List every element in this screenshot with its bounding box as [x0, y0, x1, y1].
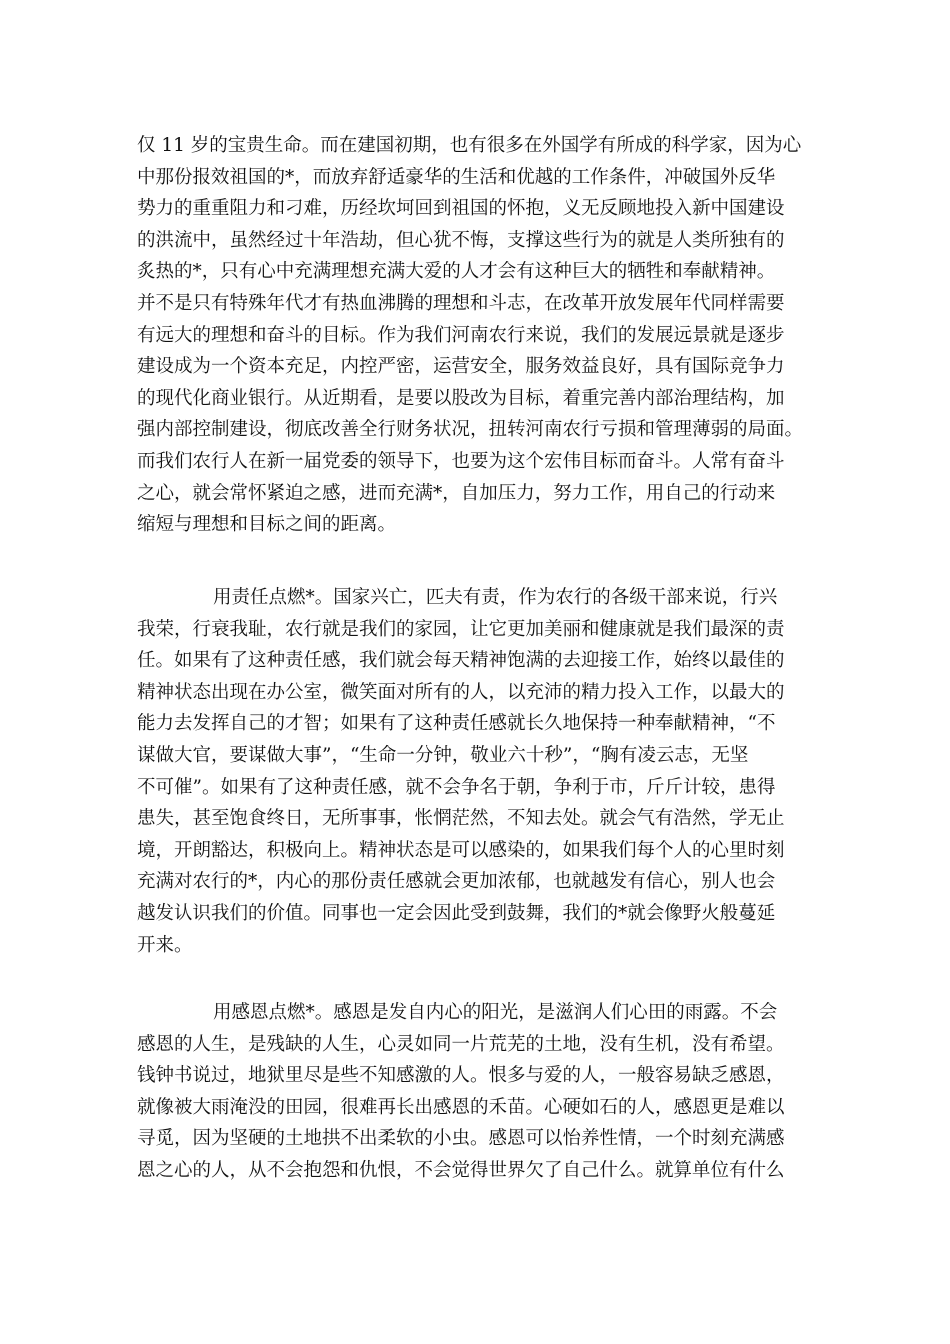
text-line: 寻觅，因为坚硬的土地拱不出柔软的小虫。感恩可以怡养性情，一个时刻充满感 [137, 1128, 785, 1150]
text-line-first: 用感恩点燃*。感恩是发自内心的阳光，是滋润人们心田的雨露。不会 [213, 1002, 778, 1023]
text-line: 不可催”。如果有了这种责任感，就不会争名于朝，争利于市，斤斤计较，患得 [137, 776, 776, 798]
text-line: 强内部控制建设，彻底改善全行财务状况，扭转河南农行亏损和管理薄弱的局面。 [137, 419, 804, 441]
text-line: 充满对农行的*，内心的那份责任感就会更加浓郁，也就越发有信心，别人也会 [137, 871, 776, 893]
text-line: 中那份报效祖国的*，而放弃舒适豪华的生活和优越的工作条件，冲破国外反华 [137, 166, 776, 188]
text-line: 谋做大官，要谋做大事”，“生命一分钟，敬业六十秒”，“胸有凌云志，无坚 [137, 744, 749, 766]
text-line: 炙热的*，只有心中充满理想充满大爱的人才会有这种巨大的牺牲和奉献精神。 [137, 261, 776, 283]
text-line: 之心，就会常怀紧迫之感，进而充满*，自加压力，努力工作，用自己的行动来 [137, 482, 776, 504]
paragraph-responsibility [137, 582, 827, 961]
text-line: 的洪流中，虽然经过十年浩劫，但心犹不悔，支撑这些行为的就是人类所独有的 [137, 229, 785, 251]
text-line-first: 用责任点燃*。国家兴亡，匹夫有责，作为农行的各级干部来说，行兴 [213, 587, 778, 608]
text-line: 开来。 [137, 934, 193, 956]
text-line: 就像被大雨淹没的田园，很难再长出感恩的禾苗。心硬如石的人，感恩更是难以 [137, 1096, 785, 1118]
text-line: 仅 11 岁的宝贵生命。而在建国初期，也有很多在外国学有所成的科学家，因为心 [137, 135, 802, 156]
text-line: 势力的重重阻力和刁难，历经坎坷回到祖国的怀抱，义无反顾地投入新中国建设 [137, 198, 785, 220]
text-line: 任。如果有了这种责任感，我们就会每天精神饱满的去迎接工作，始终以最佳的 [137, 650, 785, 672]
text-line: 感恩的人生，是残缺的人生，心灵如同一片荒芜的土地，没有生机，没有希望。 [137, 1033, 785, 1055]
text-line: 患失，甚至饱食终日，无所事事，怅惘茫然，不知去处。就会气有浩然，学无止 [137, 808, 785, 830]
text-line: 恩之心的人，从不会抱怨和仇恨，不会觉得世界欠了自己什么。就算单位有什么 [137, 1159, 785, 1181]
text-line: 并不是只有特殊年代才有热血沸腾的理想和斗志，在改革开放发展年代同样需要 [137, 292, 785, 314]
paragraph-gratitude [137, 997, 827, 1187]
text-line: 钱钟书说过，地狱里尽是些不知感激的人。恨多与爱的人，一般容易缺乏感恩， [137, 1065, 785, 1087]
text-line: 精神状态出现在办公室，微笑面对所有的人，以充沛的精力投入工作，以最大的 [137, 681, 785, 703]
text-line: 我荣，行衰我耻，农行就是我们的家园，让它更加美丽和健康就是我们最深的责 [137, 618, 785, 640]
paragraph-ideals [137, 130, 827, 541]
text-line: 建设成为一个资本充足，内控严密，运营安全，服务效益良好，具有国际竞争力 [137, 356, 785, 378]
text-line: 能力去发挥自己的才智；如果有了这种责任感就长久地保持一种奉献精神，“不 [137, 713, 776, 735]
text-line: 缩短与理想和目标之间的距离。 [137, 514, 397, 536]
text-line: 境，开朗豁达，积极向上。精神状态是可以感染的，如果我们每个人的心里时刻 [137, 839, 785, 861]
text-line: 越发认识我们的价值。同事也一定会因此受到鼓舞，我们的*就会像野火般蔓延 [137, 902, 776, 924]
text-line: 有远大的理想和奋斗的目标。作为我们河南农行来说，我们的发展远景就是逐步 [137, 324, 785, 346]
text-line: 而我们农行人在新一届党委的领导下，也要为这个宏伟目标而奋斗。人常有奋斗 [137, 450, 785, 472]
text-line: 的现代化商业银行。从近期看，是要以股改为目标，着重完善内部治理结构，加 [137, 387, 785, 409]
